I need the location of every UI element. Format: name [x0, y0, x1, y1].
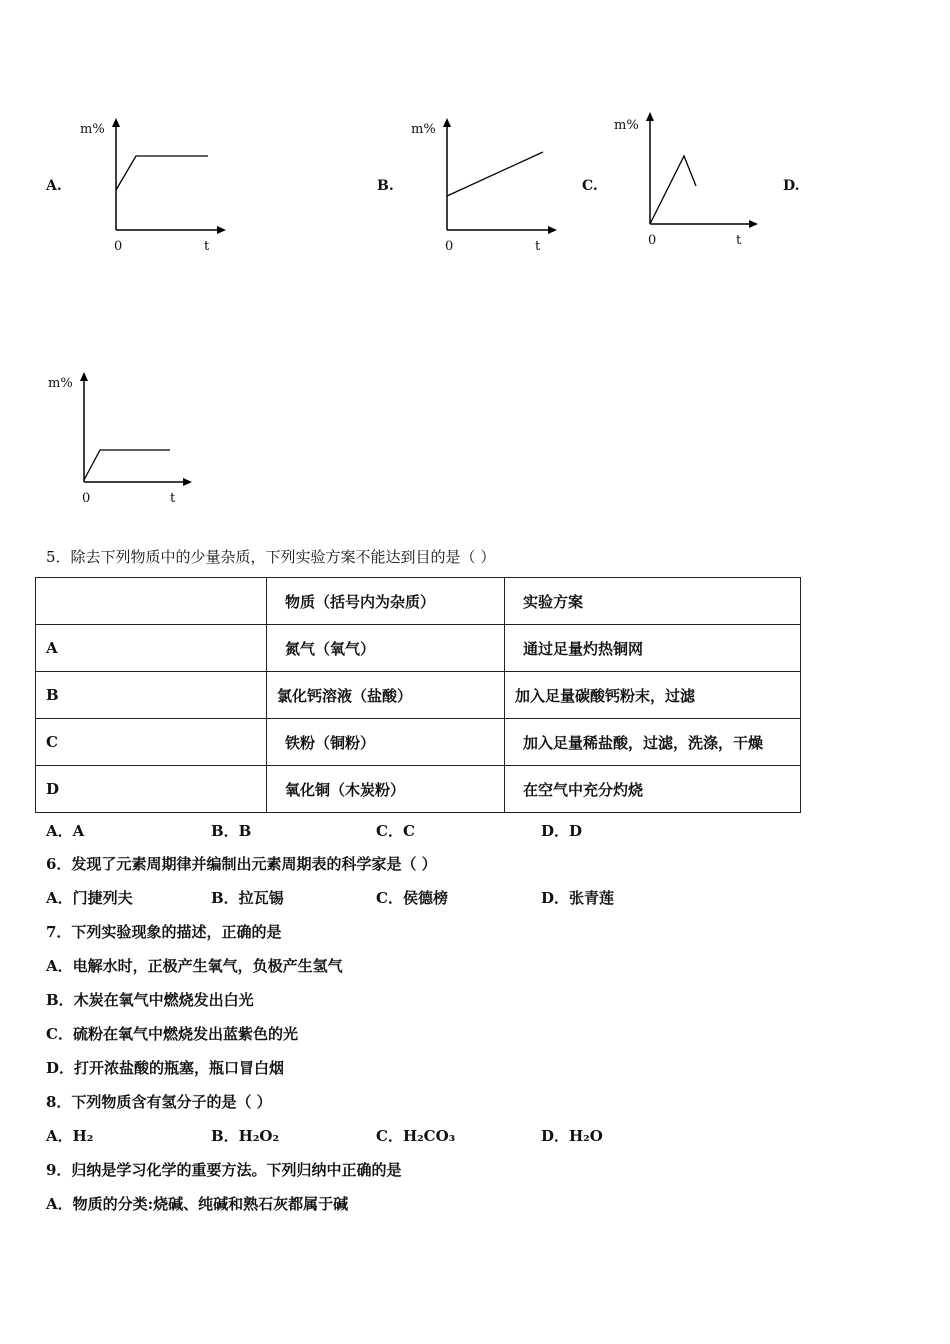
table-row	[36, 766, 801, 813]
choice-b[interactable]: B．拉瓦锡	[211, 889, 284, 907]
choice-d[interactable]: D．H₂O	[541, 1127, 603, 1145]
graph-c	[614, 112, 764, 252]
graph-c-ylabel: m%	[614, 118, 639, 133]
choice-d[interactable]: D．张青莲	[541, 889, 615, 907]
question-7-option-d[interactable]: D．打开浓盐酸的瓶塞，瓶口冒白烟	[46, 1059, 285, 1077]
question-6-choices	[46, 887, 706, 908]
table-cell: D	[36, 766, 267, 813]
question-5-stem: 5．除去下列物质中的少量杂质，下列实验方案不能达到目的是（ ）	[46, 548, 496, 566]
table-cell: C	[36, 719, 267, 766]
table-cell: 氧化铜（木炭粉）	[267, 766, 505, 813]
option-a-label: A.	[46, 178, 62, 194]
table-cell: 通过足量灼热铜网	[505, 625, 801, 672]
question-7-option-c[interactable]: C．硫粉在氧气中燃烧发出蓝紫色的光	[46, 1025, 298, 1043]
table-cell: 在空气中充分灼烧	[505, 766, 801, 813]
choice-a[interactable]: A．A	[46, 822, 85, 840]
table-cell: 氮气（氧气）	[267, 625, 505, 672]
graph-d-xlabel: t	[170, 491, 176, 506]
question-7-stem: 7．下列实验现象的描述，正确的是	[46, 923, 282, 941]
graph-a-origin: 0	[114, 239, 123, 254]
choice-b[interactable]: B．H₂O₂	[211, 1127, 280, 1145]
table-header-cell: 物质（括号内为杂质）	[267, 578, 505, 625]
graph-d	[48, 370, 198, 510]
question-6-stem: 6．发现了元素周期律并编制出元素周期表的科学家是（ ）	[46, 855, 437, 873]
table-row	[36, 625, 801, 672]
table-cell: 加入足量碳酸钙粉末，过滤	[505, 672, 801, 719]
question-8-choices	[46, 1125, 706, 1146]
graph-a-ylabel: m%	[80, 122, 105, 137]
option-c-label: C.	[582, 178, 598, 194]
table-row	[36, 672, 801, 719]
graph-b-xlabel: t	[535, 239, 541, 254]
graph-a-xlabel: t	[204, 239, 210, 254]
question-7-option-b[interactable]: B．木炭在氧气中燃烧发出白光	[46, 991, 254, 1009]
graph-c-xlabel: t	[736, 233, 742, 248]
table-cell: 氯化钙溶液（盐酸）	[267, 672, 505, 719]
choice-c[interactable]: C．C	[376, 822, 415, 840]
question-8-stem: 8．下列物质含有氢分子的是（ ）	[46, 1093, 272, 1111]
choice-a[interactable]: A．H₂	[46, 1127, 94, 1145]
choice-a[interactable]: A．门捷列夫	[46, 889, 133, 907]
graph-b	[411, 118, 561, 258]
graph-a	[80, 118, 230, 258]
graph-c-origin: 0	[648, 233, 657, 248]
graph-d-origin: 0	[82, 491, 91, 506]
option-b-label: B.	[377, 178, 394, 194]
table-cell: B	[36, 672, 267, 719]
option-d-label: D.	[783, 178, 800, 194]
table-header-cell	[36, 578, 267, 625]
question-9-option-a[interactable]: A．物质的分类:烧碱、纯碱和熟石灰都属于碱	[46, 1195, 349, 1213]
choice-c[interactable]: C．侯德榜	[376, 889, 448, 907]
table-header-cell: 实验方案	[505, 578, 801, 625]
table-cell: 加入足量稀盐酸，过滤，洗涤，干燥	[505, 719, 801, 766]
table-cell: A	[36, 625, 267, 672]
question-5-table	[35, 577, 801, 813]
choice-b[interactable]: B．B	[211, 822, 252, 840]
choice-c[interactable]: C．H₂CO₃	[376, 1127, 456, 1145]
question-5-choices	[46, 820, 706, 841]
table-header-row	[36, 578, 801, 625]
graph-b-origin: 0	[445, 239, 454, 254]
table-cell: 铁粉（铜粉）	[267, 719, 505, 766]
graph-b-ylabel: m%	[411, 122, 436, 137]
question-7-option-a[interactable]: A．电解水时，正极产生氧气，负极产生氢气	[46, 957, 343, 975]
choice-d[interactable]: D．D	[541, 822, 583, 840]
table-row	[36, 719, 801, 766]
graph-d-ylabel: m%	[48, 376, 73, 391]
question-9-stem: 9．归纳是学习化学的重要方法。下列归纳中正确的是	[46, 1161, 402, 1179]
